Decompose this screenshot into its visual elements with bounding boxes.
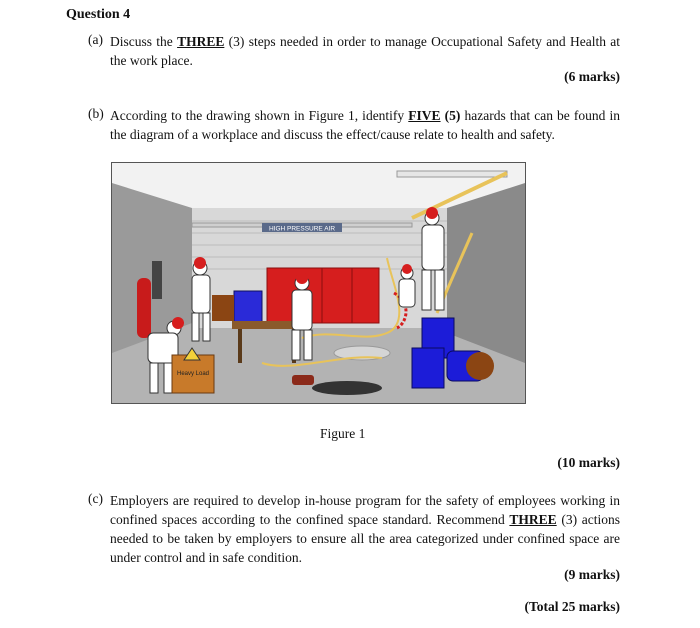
part-b-keyword: FIVE [408,108,441,123]
part-b-marks: (10 marks) [557,455,620,470]
part-a-text-2: (3) steps needed in order to manage Occupational Safety and Health at the work place. [110,34,621,68]
part-a-text-1: Discuss the [110,34,178,49]
part-b-text [110,106,620,144]
part-c-keyword: THREE [509,512,557,527]
part-b-label: (b) [88,106,104,121]
part-a-text [110,32,620,70]
question-title: Question 4 [66,7,131,22]
part-b-text-2: hazards that can be found in the diagram of a workplace and discuss the effect/cause relate to health and safety. [110,108,621,142]
part-a-label: (a) [88,32,103,47]
part-c-text-1: Employers are required to develop in-house program for the safety of employees working in confined spaces according to the confined space standard. Recommend [110,493,620,527]
part-b-text-1: According to the drawing shown in Figure 1, identify [110,108,409,123]
part-b-keyword-count: (5) [440,108,461,123]
total-marks: (Total 25 marks) [524,599,620,614]
workplace-hazard-figure [111,162,526,404]
part-c-text-2: (3) actions needed to be taken by employers to ensure all the area categorized under confined space are under control and in safe condition. [110,512,621,565]
part-c-label: (c) [88,491,103,506]
part-a-marks: (6 marks) [564,69,620,84]
part-a-keyword: THREE [177,34,225,49]
part-c-marks: (9 marks) [564,567,620,582]
high-pressure-air-sign: HIGH PRESSURE AIR [268,225,336,233]
workplace-illustration [112,163,525,403]
figure-caption: Figure 1 [320,426,366,441]
part-c-text [110,491,620,567]
heavy-load-label: Heavy Load [176,371,210,377]
